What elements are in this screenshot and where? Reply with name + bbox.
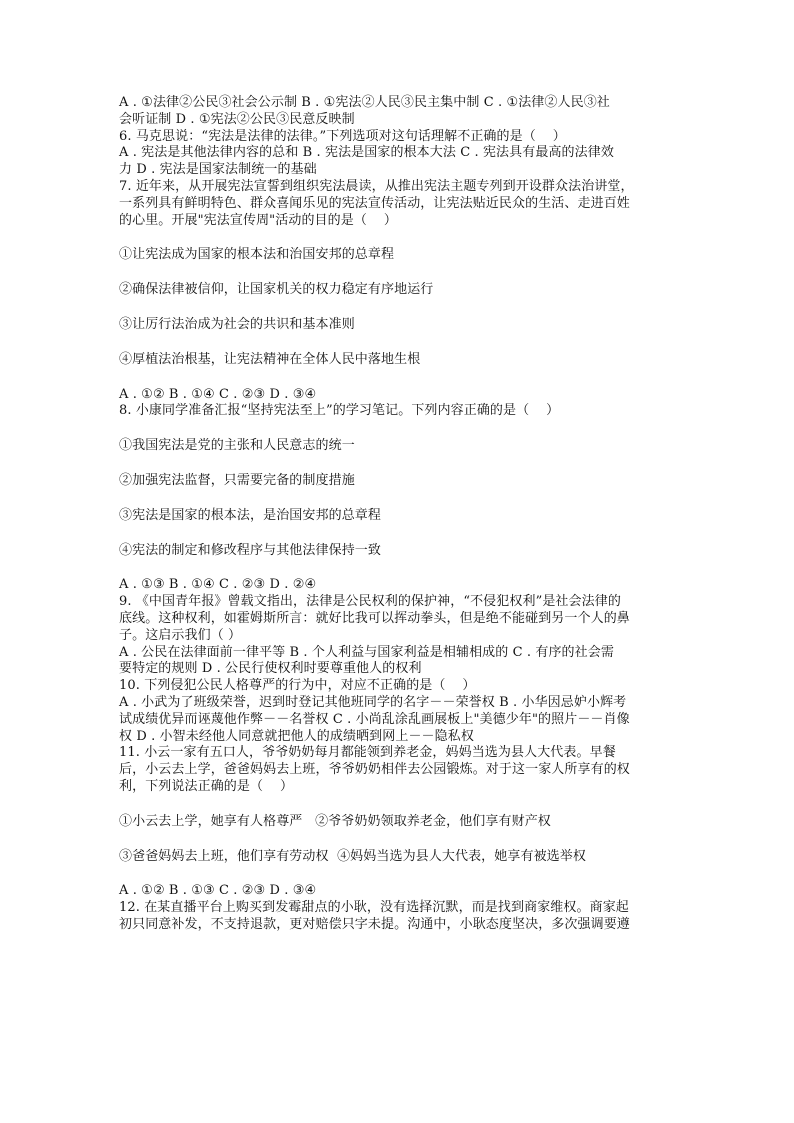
q8-options-line: A . ①③ B . ①④ C . ②③ D . ②④	[119, 577, 317, 593]
q7-options-line: A . ①② B . ①④ C . ②③ D . ③④	[119, 386, 317, 402]
question-12-stem: 初只同意补发，不支持退款，更对赔偿只字未提。沟通中，小耿态度坚决，多次强调要遵	[119, 916, 630, 932]
question-10-stem: 10. 下列侵犯公民人格尊严的行为中，对应不正确的是（ ）	[119, 678, 476, 694]
question-9-stem: 子。这启示我们（ ）	[119, 627, 242, 643]
question-text-block	[119, 95, 675, 934]
q10-options-line: 权 D . 小智未经他人同意就把他人的成绩晒到网上－－隐私权	[119, 728, 474, 744]
q11-statements-3-4: ③爸爸妈妈去上班，他们享有劳动权 ④妈妈当选为县人大代表，她享有被选举权	[119, 848, 586, 864]
question-12-stem: 12. 在某直播平台上购买到发霉甜点的小耿，没有选择沉默，而是找到商家维权。商家起	[119, 900, 629, 916]
q11-options-line: A . ①② B . ①③ C . ②③ D . ③④	[119, 883, 317, 899]
q9-options-line: A . 公民在法律面前一律平等 B . 个人利益与国家利益是相辅相成的 C . 有序的社会需	[119, 644, 614, 660]
q6-options-line: 力 D . 宪法是国家法制统一的基础	[119, 162, 317, 178]
question-7-stem: 的心里。开展"宪法宣传周"活动的目的是（ ）	[119, 212, 397, 228]
question-9-stem: 底线。这种权利，如霍姆斯所言：就好比我可以挥动拳头，但是绝不能碰到另一个人的鼻	[119, 610, 630, 626]
q5-options-line: 会听证制 D . ①宪法②公民③民意反映制	[119, 111, 355, 127]
q9-options-line: 要特定的规则 D . 公民行使权利时要尊重他人的权利	[119, 661, 422, 677]
q8-statement-1: ①我国宪法是党的主张和人民意志的统一	[119, 438, 355, 454]
q7-statement-3: ③让厉行法治成为社会的共识和基本准则	[119, 316, 355, 332]
q5-options-line: A . ①法律②公民③社会公示制 B . ①宪法②人民③民主集中制 C . ①法律②人民③社	[119, 95, 610, 110]
q7-statement-2: ②确保法律被信仰，让国家机关的权力稳定有序地运行	[119, 282, 434, 298]
question-9-stem: 9. 《中国青年报》曾载文指出，法律是公民权利的保护神，“不侵犯权利”是社会法律的	[119, 594, 621, 610]
q10-options-line: 试成绩优异而诬蔑他作弊－－名誉权 C . 小尚乱涂乱画展板上"美德少年"的照片－－肖像	[119, 711, 630, 727]
q11-statements-1-2: ①小云去上学，她享有人格尊严 ②爷爷奶奶领取养老金，他们享有财产权	[119, 813, 551, 829]
question-11-stem: 利，下列说法正确的是（ ）	[119, 778, 294, 794]
question-7-stem: 7. 近年来，从开展宪法宣誓到组织宪法晨读，从推出宪法主题专列到开设群众法治讲堂，	[119, 178, 634, 194]
q6-options-line: A . 宪法是其他法律内容的总和 B . 宪法是国家的根本大法 C . 宪法具有最高的法律效	[119, 145, 614, 161]
question-11-stem: 后，小云去上学，爸爸妈妈去上班，爷爷奶奶相伴去公园锻炼。对于这一家人所享有的权	[119, 762, 630, 778]
question-6-stem: 6. 马克思说：“宪法是法律的法律。”下列选项对这句话理解不正确的是（ ）	[119, 128, 566, 144]
question-7-stem: 一系列具有鲜明特色、群众喜闻乐见的宪法宣传活动，让宪法贴近民众的生活、走进百姓	[119, 195, 630, 211]
q8-statement-2: ②加强宪法监督，只需要完备的制度措施	[119, 472, 355, 488]
q8-statement-4: ④宪法的制定和修改程序与其他法律保持一致	[119, 542, 382, 558]
q7-statement-4: ④厚植法治根基，让宪法精神在全体人民中落地生根	[119, 351, 421, 367]
question-8-stem: 8. 小康同学准备汇报“坚持宪法至上”的学习笔记。下列内容正确的是（ ）	[119, 403, 560, 419]
q7-statement-1: ①让宪法成为国家的根本法和治国安邦的总章程	[119, 247, 395, 263]
q10-options-line: A . 小武为了班级荣誉，迟到时登记其他班同学的名字－－荣誉权 B . 小华因忌妒小辉考	[119, 694, 627, 710]
question-11-stem: 11. 小云一家有五口人，爷爷奶奶每月都能领到养老金，妈妈当选为县人大代表。早餐	[119, 745, 616, 761]
q8-statement-3: ③宪法是国家的根本法，是治国安邦的总章程	[119, 507, 382, 523]
